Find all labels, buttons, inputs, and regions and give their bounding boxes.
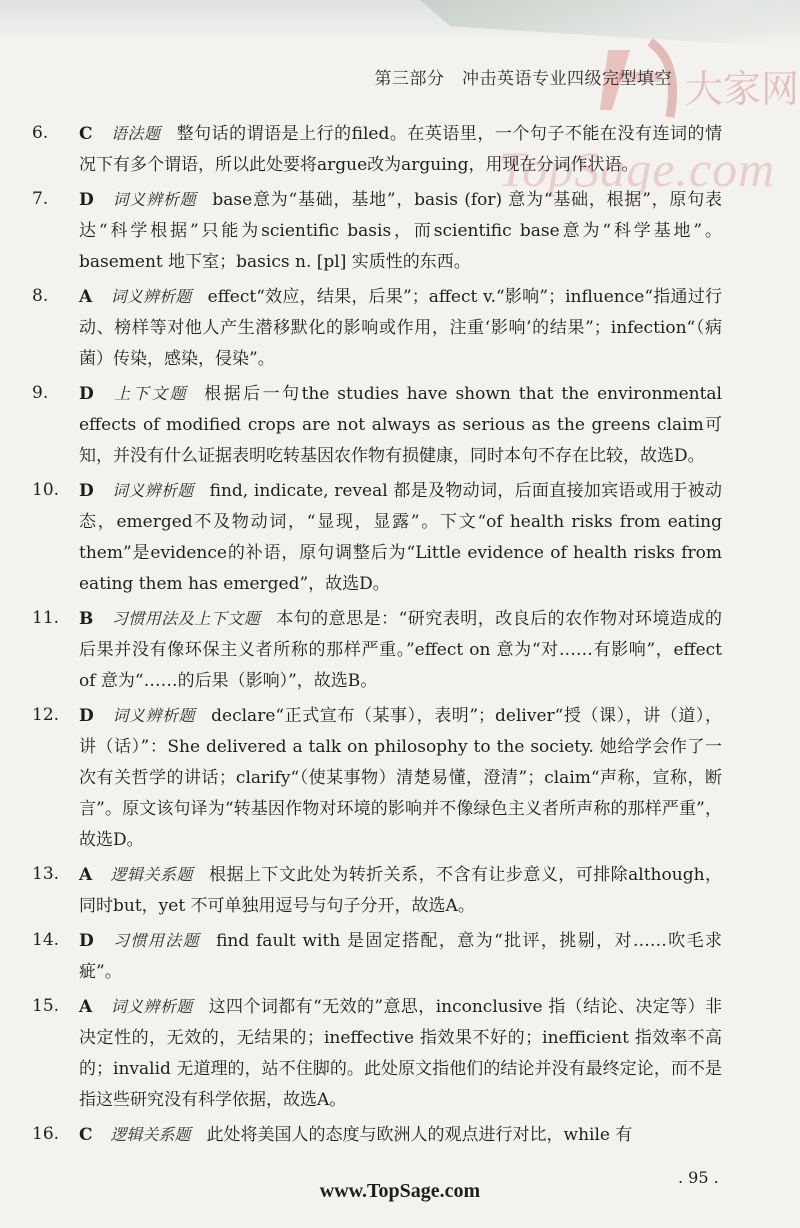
answer-item-14	[32, 925, 722, 988]
explanation-text: declare“正式宣布（某事），表明”；deliver“授（课），讲（道），讲（话）”：She delivered a talk on philosophy to the society. 她给学会作了一次有关哲学的讲话；clarify“（使某事物）清楚易懂，澄清”；claim“声称，宣称，断言”。原文该句译为“转基因作物对环境的影响并不像绿色主义者所声称的那样严重”，故选D。	[79, 706, 722, 850]
answer-item-10	[32, 475, 722, 600]
question-category: 词义辨析题	[111, 481, 194, 500]
answer-letter: A	[79, 865, 93, 885]
answer-item-7	[32, 184, 722, 278]
answer-letter: D	[79, 481, 94, 501]
item-body	[79, 281, 722, 375]
explanation-text: 本句的意思是：“研究表明，改良后的农作物对环境造成的后果并没有像环保主义者所称的那样严重。”effect on 意为“对……有影响”，effect of 意为“……的后果（影响）”，故选B。	[79, 609, 722, 691]
explanation-text: 这四个词都有“无效的”意思，inconclusive 指（结论、决定等）非决定性的，无效的，无结果的；ineffective 指效果不好的；inefficient 指效率不高的；invalid 无道理的，站不住脚的。此处原文指他们的结论并没有最终定论，而不是指这些研究没有科学依据，故选A。	[79, 997, 722, 1110]
question-category: 词义辨析题	[110, 997, 193, 1016]
answer-letter: C	[79, 124, 93, 144]
answer-letter: D	[79, 190, 94, 210]
explanation-text: 根据上下文此处为转折关系，不含有让步意义，可排除although，同时but，yet 不可单独用逗号与句子分开，故选A。	[79, 865, 722, 916]
item-body	[79, 1119, 722, 1151]
answer-item-8	[32, 281, 722, 375]
answer-item-6	[32, 118, 722, 181]
answer-letter: C	[79, 1125, 93, 1145]
explanation-text: find, indicate, reveal 都是及物动词，后面直接加宾语或用于被动态，emerged不及物动词，“显现，显露”。下文“of health risks from eating them”是evidence的补语，原句调整后为“Little evidence of health risks from eating them has emerged”，故选D。	[79, 481, 722, 594]
item-number: 11.	[32, 608, 60, 628]
answer-letter: A	[79, 997, 93, 1017]
item-body	[79, 118, 722, 181]
answer-letter: A	[79, 287, 93, 307]
item-number: 13.	[32, 864, 60, 884]
answer-item-15	[32, 991, 722, 1116]
item-number: 9.	[32, 383, 49, 403]
item-number: 10.	[32, 480, 60, 500]
explanation-text: find fault with 是固定搭配，意为“批评，挑剔，对……吹毛求疵”。	[79, 931, 722, 982]
watermark-url-text: TopSage.com	[498, 141, 776, 197]
question-category: 词义辨析题	[111, 706, 196, 725]
answer-letter: D	[79, 931, 94, 951]
answer-item-13	[32, 859, 722, 922]
item-number: 7.	[32, 189, 49, 209]
item-body	[79, 991, 722, 1116]
item-body	[79, 603, 722, 697]
question-category: 语法题	[110, 124, 161, 143]
answer-letter: D	[79, 384, 94, 404]
item-body	[79, 475, 722, 600]
item-number: 8.	[32, 286, 49, 306]
item-body	[79, 184, 722, 278]
explanation-text: effect“效应，结果，后果”；affect v.“影响”；influence“指通过行动、榜样等对他人产生潜移默化的影响或作用，注重‘影响’的结果”；infection“（病菌）传染，感染，侵染”。	[79, 287, 722, 369]
question-category: 习惯用法题	[111, 931, 201, 950]
answer-item-9	[32, 378, 722, 472]
item-number: 16.	[32, 1124, 60, 1144]
answer-letter: B	[79, 609, 94, 629]
answer-item-12	[32, 700, 722, 856]
item-body	[79, 859, 722, 922]
question-category: 习惯用法及上下文题	[111, 609, 261, 628]
item-number: 12.	[32, 705, 60, 725]
page-number: . 95 .	[678, 1168, 719, 1187]
item-body	[79, 378, 722, 472]
watermark-logo-text: 大家网	[685, 67, 800, 111]
question-category: 逻辑关系题	[110, 1125, 191, 1144]
answer-item-16	[32, 1119, 722, 1151]
footer-url: www.TopSage.com	[319, 1180, 481, 1202]
question-category: 逻辑关系题	[110, 865, 193, 884]
explanation-text: 根据后一句the studies have shown that the environmental effects of modified crops are not always as serious as the greens claim可知，并没有什么证据表明吃转基因农作物有损健康，同时本句不存在比较，故选D。	[79, 384, 722, 466]
item-number: 6.	[32, 123, 49, 143]
item-number: 15.	[32, 996, 60, 1016]
question-category: 词义辨析题	[110, 287, 192, 306]
question-category: 上下文题	[111, 384, 189, 403]
item-body	[79, 925, 722, 988]
question-category: 词义辨析题	[111, 190, 197, 209]
explanation-text: 此处将美国人的态度与欧洲人的观点进行对比，while 有	[206, 1125, 633, 1145]
explanation-text: base意为“基础，基地”，basis (for) 意为“基础，根据”，原句表达“科学根据”只能为scientific basis，而scientific base意为“科学基地”。basement 地下室；basics n. [pl] 实质性的东西。	[79, 190, 722, 272]
item-number: 14.	[32, 930, 60, 950]
explanation-text: 整句话的谓语是上行的filed。在英语里，一个句子不能在没有连词的情况下有多个谓语，所以此处要将argue改为arguing，用现在分词作状语。	[79, 124, 722, 175]
answer-explanations	[32, 118, 722, 1154]
item-body	[79, 700, 722, 856]
answer-item-11	[32, 603, 722, 697]
section-header-title: 第三部分 冲击英语专业四级完型填空	[374, 69, 672, 89]
answer-letter: D	[79, 706, 94, 726]
